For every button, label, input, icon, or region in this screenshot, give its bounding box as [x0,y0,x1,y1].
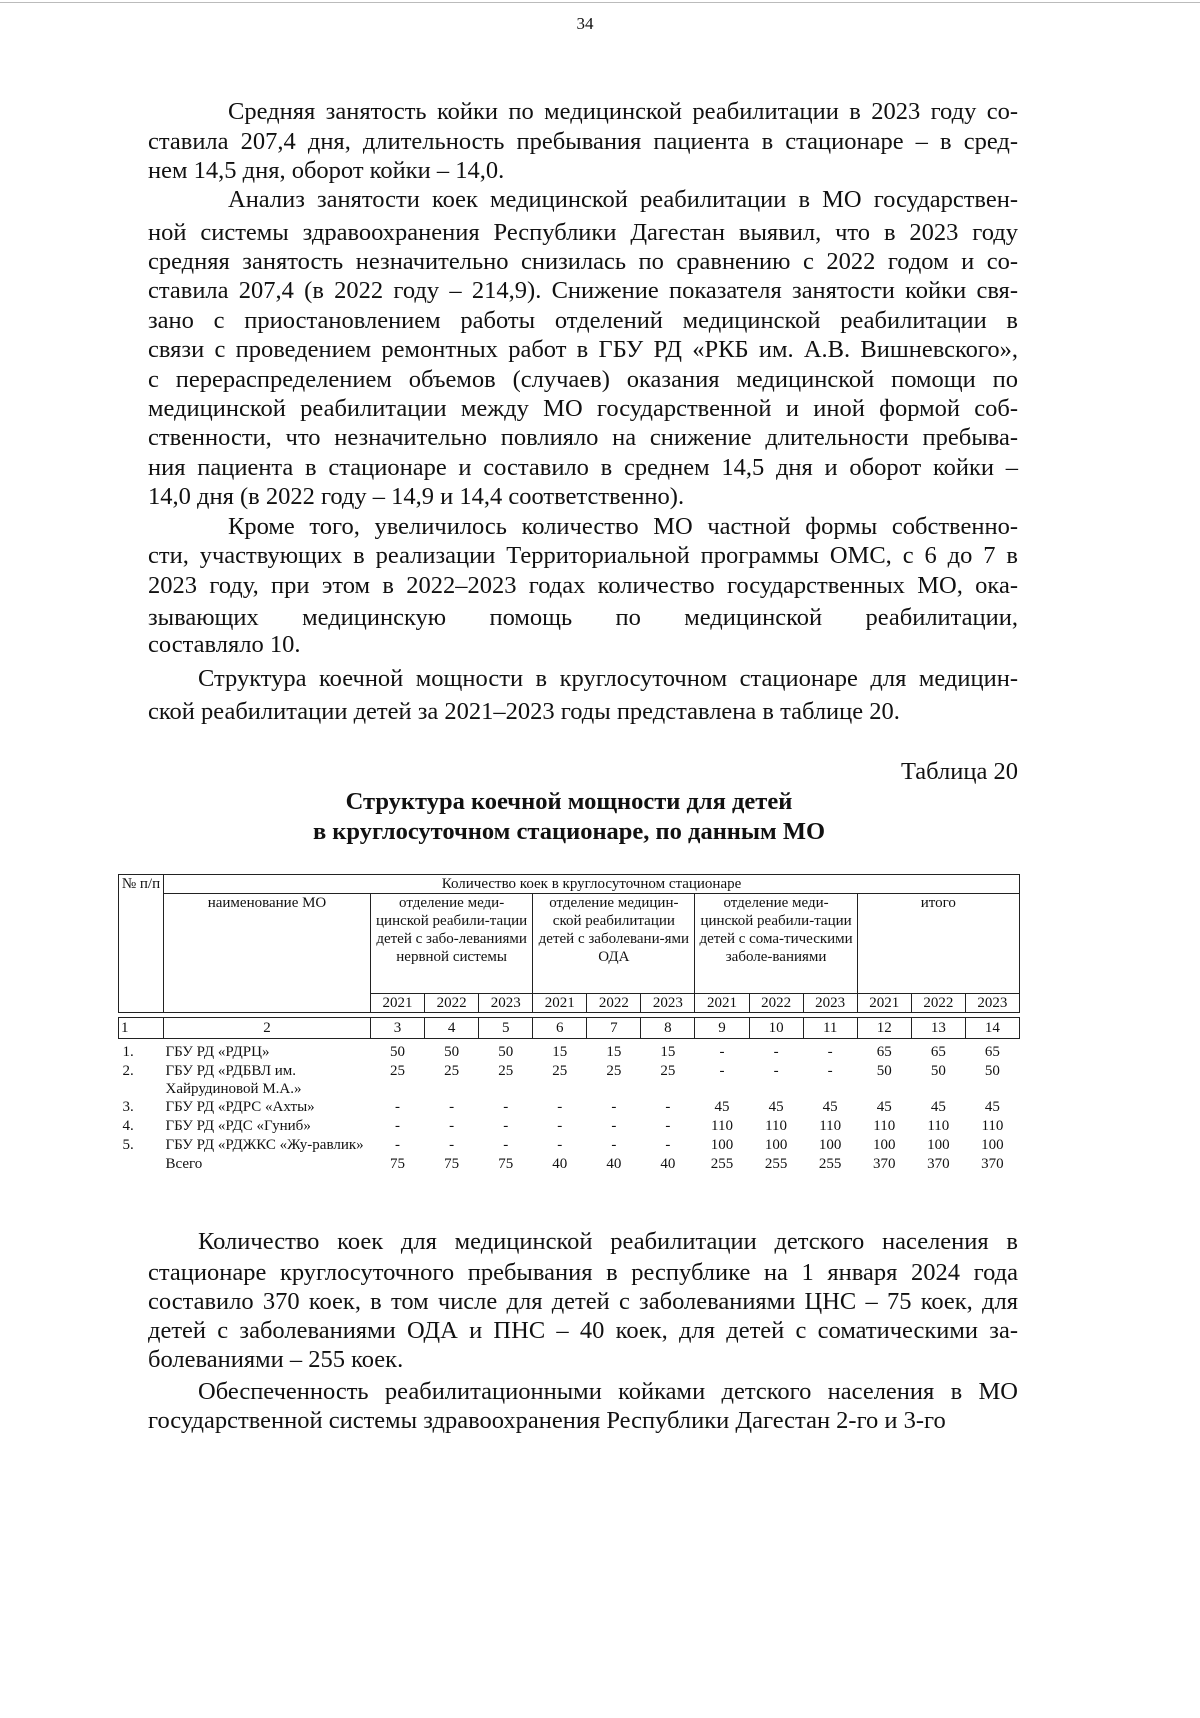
column-number: 13 [911,1018,965,1039]
page-edge-line [0,2,1200,3]
table-title-line-2: в круглосуточном стационаре, по данным МО [312,818,826,845]
row-value: 50 [498,1044,514,1060]
row-name: ГБУ РД «РДС «Гуниб» [165,1118,311,1134]
row-value: - [719,1044,725,1060]
row-value: 100 [981,1137,1004,1153]
row-value: - [557,1137,563,1153]
row-value: 75 [390,1156,406,1172]
paragraph-line: детей с заболеваниями ОДА и ПНС – 40 коек, для детей с соматическими за- [148,1317,1018,1344]
row-value: 100 [872,1137,896,1153]
header-year: 2023 [965,994,1019,1013]
header-year: 2023 [479,994,533,1013]
paragraph-line: медицинской реабилитации между МО государственной и иной формой соб- [148,395,1018,422]
row-value: 45 [822,1099,838,1115]
row-value: - [395,1118,401,1134]
row-value: 50 [444,1044,460,1060]
header-year: 2021 [533,994,587,1013]
row-value: 15 [606,1044,622,1060]
row-value: 40 [606,1156,622,1172]
table-row [119,1117,1020,1136]
column-number: 9 [695,1018,749,1039]
column-number: 2 [164,1018,371,1039]
header-section-oda: отделение медицин-ской реабилитации детей с заболевани-ями ОДА [533,894,695,994]
column-number: 11 [803,1018,857,1039]
row-value: 75 [498,1156,514,1172]
row-value: 45 [768,1099,784,1115]
row-value: 100 [818,1137,842,1153]
row-value: 370 [927,1156,950,1172]
row-value: - [719,1063,725,1079]
paragraph-line: ставила 207,4 дня, длительность пребывания пациента в стационаре – в сред- [148,128,1018,155]
row-value: - [773,1063,779,1079]
table-title-line-1: Структура коечной мощности для детей [345,788,793,815]
row-name: ГБУ РД «РДЖКС «Жу-равлик» [165,1137,364,1153]
column-number: 7 [587,1018,641,1039]
row-value: 50 [930,1063,946,1079]
paragraph-line: ственности, что незначительно повлияло на снижение длительности пребыва- [148,424,1018,451]
column-number: 6 [533,1018,587,1039]
header-year: 2023 [803,994,857,1013]
row-value: 25 [498,1063,514,1079]
row-number: 5. [122,1137,134,1153]
column-number: 3 [371,1018,425,1039]
row-value: 65 [930,1044,946,1060]
paragraph-line: стационаре круглосуточного пребывания в республике на 1 января 2024 года [148,1259,1018,1286]
paragraph-line: связи с проведением ремонтных работ в ГБУ РД «РКБ им. А.В. Вишневского», [148,336,1018,363]
row-number: 4. [122,1118,134,1134]
row-value: 65 [984,1044,1000,1060]
paragraph-line: зывающих медицинскую помощь по медицинской реабилитации, [148,604,1018,631]
paragraph-line: ской реабилитации детей за 2021–2023 годы представлена в таблице 20. [148,698,900,725]
paragraph-line: Количество коек для медицинской реабилитации детского населения в [198,1228,1018,1255]
row-value: 370 [981,1156,1004,1172]
row-value: 25 [660,1063,676,1079]
header-year: 2021 [857,994,911,1013]
row-value: 25 [390,1063,406,1079]
paragraph-line: 14,0 дня (в 2022 году – 14,9 и 14,4 соответственно). [148,483,685,510]
paragraph-line: составляло 10. [148,631,301,658]
row-value: 40 [660,1156,676,1172]
header-group: Количество коек в круглосуточном стационаре [164,875,1020,894]
row-value: - [557,1099,563,1115]
paragraph-line: с перераспределением объемов (случаев) оказания медицинской помощи по [148,366,1018,393]
header-year: 2021 [695,994,749,1013]
paragraph-line: ставила 207,4 (в 2022 году – 214,9). Снижение показателя занятости койки свя- [148,277,1018,304]
row-value: - [665,1118,671,1134]
row-value: - [503,1118,509,1134]
row-value: - [665,1099,671,1115]
paragraph-line: Структура коечной мощности в круглосуточном стационаре для медицин- [198,665,1018,692]
table-row [119,1062,1020,1098]
row-value: 110 [711,1118,733,1134]
row-value: - [773,1044,779,1060]
row-value: 40 [552,1156,568,1172]
row-value: - [827,1063,833,1079]
column-number: 8 [641,1018,695,1039]
header-year: 2023 [641,994,695,1013]
row-value: 45 [714,1099,730,1115]
row-value: - [395,1137,401,1153]
paragraph-line: нем 14,5 дня, оборот койки – 14,0. [148,157,505,184]
header-year: 2022 [587,994,641,1013]
row-value: 100 [764,1137,788,1153]
row-value: - [449,1099,455,1115]
paragraph-line: зано с приостановлением работы отделений медицинской реабилитации в [148,307,1018,334]
header-year: 2022 [425,994,479,1013]
row-number: 1. [122,1044,134,1060]
header-year: 2022 [911,994,965,1013]
header-section-nervous: отделение меди-цинской реабили-тации детей с забо-леваниями нервной системы [371,894,533,994]
paragraph-line: сти, участвующих в реализации Территориальной программы ОМС, с 6 до 7 в [148,542,1018,569]
row-value: - [827,1044,833,1060]
row-value: 110 [873,1118,896,1134]
row-value: 110 [819,1118,842,1134]
paragraph-line: болеваниями – 255 коек. [148,1346,404,1373]
header-name: наименование МО [164,894,371,1013]
beds-table [118,874,1020,1174]
table-row [119,1043,1020,1062]
row-value: - [611,1099,617,1115]
row-value: 50 [876,1063,892,1079]
row-value: - [449,1137,455,1153]
row-value: 100 [710,1137,734,1153]
paragraph-line: составило 370 коек, в том числе для детей с заболеваниями ЦНС – 75 коек, для [148,1288,1018,1315]
row-value: 255 [818,1156,842,1172]
row-value: - [395,1099,401,1115]
header-section-somatic: отделение меди-цинской реабили-тации детей с сома-тическими заболе-ваниями [695,894,857,994]
row-value: 110 [927,1118,950,1134]
header-num: № п/п [119,875,164,1013]
column-number: 4 [425,1018,479,1039]
paragraph-line: Кроме того, увеличилось количество МО частной формы собственно- [228,513,1018,540]
column-number: 5 [479,1018,533,1039]
row-value: 25 [606,1063,622,1079]
header-year: 2021 [371,994,425,1013]
row-number: 3. [122,1099,134,1115]
column-number: 12 [857,1018,911,1039]
paragraph-line: средняя занятость незначительно снизилась по сравнению с 2022 годом и со- [148,248,1018,275]
paragraph-line: государственной системы здравоохранения Республики Дагестан 2-го и 3-го [148,1407,946,1434]
row-value: 110 [765,1118,788,1134]
paragraph-line: ной системы здравоохранения Республики Дагестан выявил, что в 2023 году [148,219,1018,246]
row-name: ГБУ РД «РДРЦ» [165,1044,270,1060]
header-year: 2022 [749,994,803,1013]
row-value: - [503,1137,509,1153]
row-value: - [665,1137,671,1153]
row-value: 50 [984,1063,1000,1079]
row-value: 255 [764,1156,788,1172]
column-number: 1 [119,1018,164,1039]
paragraph-line: Обеспеченность реабилитационными койками детского населения в МО [198,1378,1018,1405]
row-value: 65 [876,1044,892,1060]
row-value: 15 [552,1044,568,1060]
column-number: 14 [965,1018,1019,1039]
row-value: 255 [710,1156,734,1172]
table-row [119,1155,1020,1174]
row-value: 15 [660,1044,676,1060]
row-name: ГБУ РД «РДБВЛ им. Хайрудиновой М.А.» [165,1063,302,1097]
row-value: 370 [872,1156,896,1172]
row-value: - [503,1099,509,1115]
paragraph-line: ния пациента в стационаре и составило в среднем 14,5 дня и оборот койки – [148,454,1018,481]
row-value: 100 [927,1137,950,1153]
row-value: 25 [444,1063,460,1079]
row-value: - [449,1118,455,1134]
page-number: 34 [576,14,594,33]
row-value: - [611,1137,617,1153]
row-value: 50 [390,1044,406,1060]
row-value: 45 [984,1099,1000,1115]
row-number: 2. [122,1063,134,1079]
row-name: Всего [165,1156,203,1172]
header-section-total: итого [857,894,1019,994]
table-row [119,1136,1020,1155]
paragraph-line: Анализ занятости коек медицинской реабилитации в МО государствен- [228,186,1018,213]
row-value: 25 [552,1063,568,1079]
row-name: ГБУ РД «РДРС «Ахты» [165,1099,315,1115]
table-label: Таблица 20 [900,758,1018,785]
row-value: 75 [444,1156,460,1172]
paragraph-line: 2023 году, при этом в 2022–2023 годах количество государственных МО, ока- [148,572,1018,599]
row-value: 45 [930,1099,946,1115]
row-value: - [557,1118,563,1134]
paragraph-line: Средняя занятость койки по медицинской реабилитации в 2023 году со- [228,98,1018,125]
row-value: 110 [981,1118,1004,1134]
row-number [119,1155,164,1174]
column-number: 10 [749,1018,803,1039]
table-row [119,1098,1020,1117]
row-value: - [611,1118,617,1134]
row-value: 45 [876,1099,892,1115]
